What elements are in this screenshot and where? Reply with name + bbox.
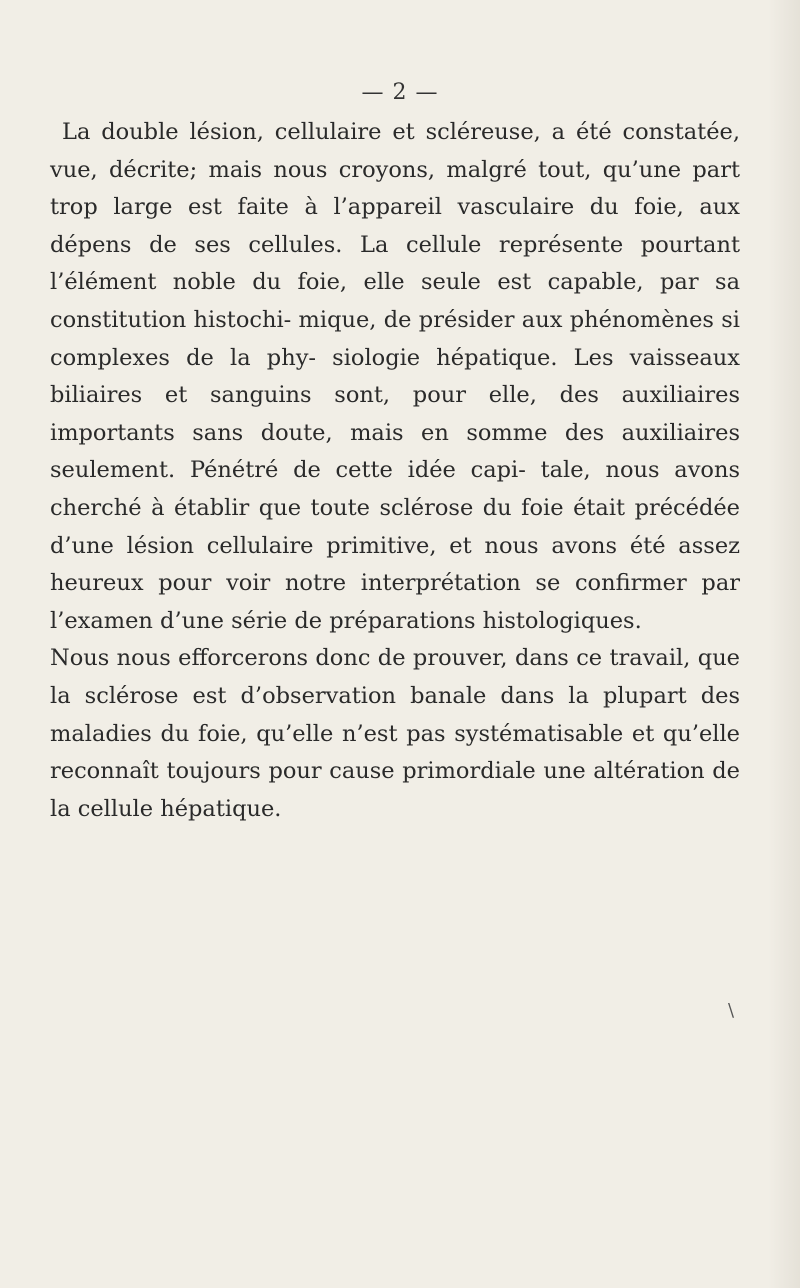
page-number: — 2 —	[361, 80, 439, 105]
body-text	[50, 114, 740, 828]
stray-mark: \	[728, 1000, 735, 1021]
paragraph-1: La double lésion, cellulaire et scléreuse, a été constatée, vue, décrite; mais nous croyons, malgré tout, qu’une part trop large est faite à l’appareil vasculaire du foie, aux dépens de ses cellules. La cellule représente pourtant l’élément noble du foie, elle seule est capable, par sa constitution histochi- mique, de présider aux phénomènes si complexes de la phy- siologie hépatique. Les vaisseaux biliaires et sanguins sont, pour elle, des auxiliaires importants sans doute, mais en somme des auxiliaires seulement. Pénétré de cette idée capi- tale, nous avons cherché à établir que toute sclérose du foie était précédée d’une lésion cellulaire primitive, et nous avons été assez heureux pour voir notre interprétation se confirmer par l’examen d’une série de préparations histologiques.	[50, 119, 740, 634]
paragraph-2: Nous nous efforcerons donc de prouver, dans ce travail, que la sclérose est d’observation banale dans la plupart des maladies du foie, qu’elle n’est pas systématisable et qu’elle reconnaît toujours pour cause primordiale une altération de la cellule hépatique.	[50, 645, 740, 822]
